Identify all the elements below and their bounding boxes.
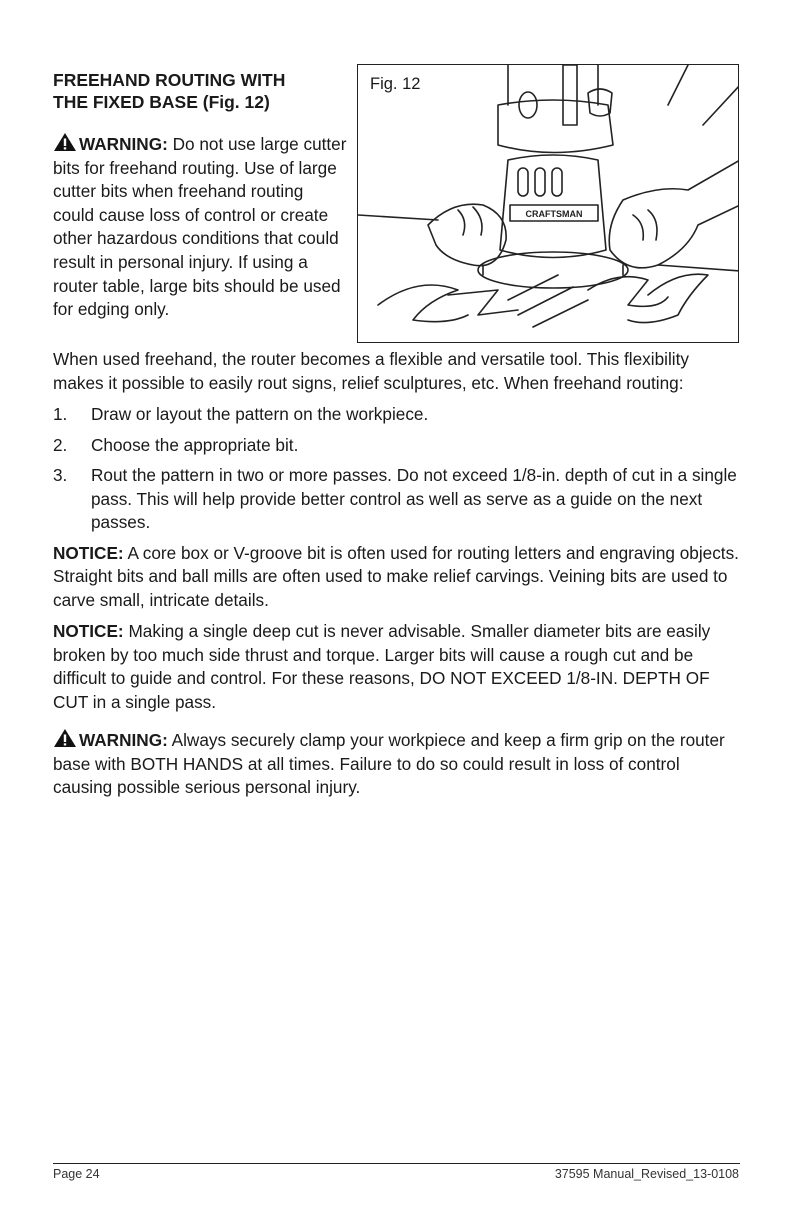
footer-divider [53,1163,740,1164]
step-number: 1. [53,404,68,424]
warning-triangle-icon [53,132,77,152]
step-item [53,434,743,458]
notice-paragraph-1 [53,542,743,613]
notice-label: NOTICE: [53,542,124,563]
warning-block-1 [53,132,348,322]
notice-text: Making a single deep cut is never advisable. Smaller diameter bits are easily broken by too much side thrust and torque. Larger bits will cause a rough cut and be difficult to guide and control. For these reasons, DO NOT EXCEED 1/8-IN. DEPTH OF CUT in a single pass. [53,621,711,712]
section-heading [53,69,343,113]
step-item [53,403,743,427]
router-illustration [358,65,739,343]
notice-text: A core box or V-groove bit is often used for routing letters and engraving objects. Straight bits and ball mills are often used to make relief carvings. Veining bits are used to carve small, intricate details. [53,542,739,610]
section-heading-line1: FREEHAND ROUTING WITH [53,70,286,90]
step-text: Rout the pattern in two or more passes. Do not exceed 1/8-in. depth of cut in a single pass. This will help provide better control as well as serve as a guide on the next passes. [91,465,737,532]
intro-paragraph: When used freehand, the router becomes a flexible and versatile tool. This flexibility makes it possible to easily rout signs, relief sculptures, etc. When freehand routing: [53,349,689,393]
step-number: 2. [53,434,68,455]
notice-paragraph-2 [53,620,743,714]
body-content [53,348,743,808]
router-brand-label: CRAFTSMAN [525,209,583,219]
warning-triangle-icon [53,728,77,748]
warning-label: WARNING: [79,134,168,154]
page-number: Page 24 [53,1167,100,1181]
figure-12 [357,64,739,343]
document-id: 37595 Manual_Revised_13-0108 [554,1167,739,1181]
notice-label: NOTICE: [53,621,124,641]
warning-block-2 [53,728,743,800]
section-heading-line2: THE FIXED BASE (Fig. 12) [53,92,270,112]
steps-list [53,403,743,535]
figure-label: Fig. 12 [370,75,421,93]
warning-text: Always securely clamp your workpiece and keep a firm grip on the router base with BOTH HANDS at all times. Failure to do so could result in loss of control causing possible serious personal injury. [53,730,725,797]
step-text: Draw or layout the pattern on the workpiece. [91,404,429,424]
step-number: 3. [53,465,68,485]
warning-label: WARNING: [79,730,168,750]
step-text: Choose the appropriate bit. [91,434,299,455]
warning-text: Do not use large cutter bits for freehand routing. Use of large cutter bits when freehand routing could cause loss of control or create other hazardous conditions that could result in personal injury. If using a router table, large bits should be used for edging only. [53,134,347,320]
step-item [53,464,743,535]
